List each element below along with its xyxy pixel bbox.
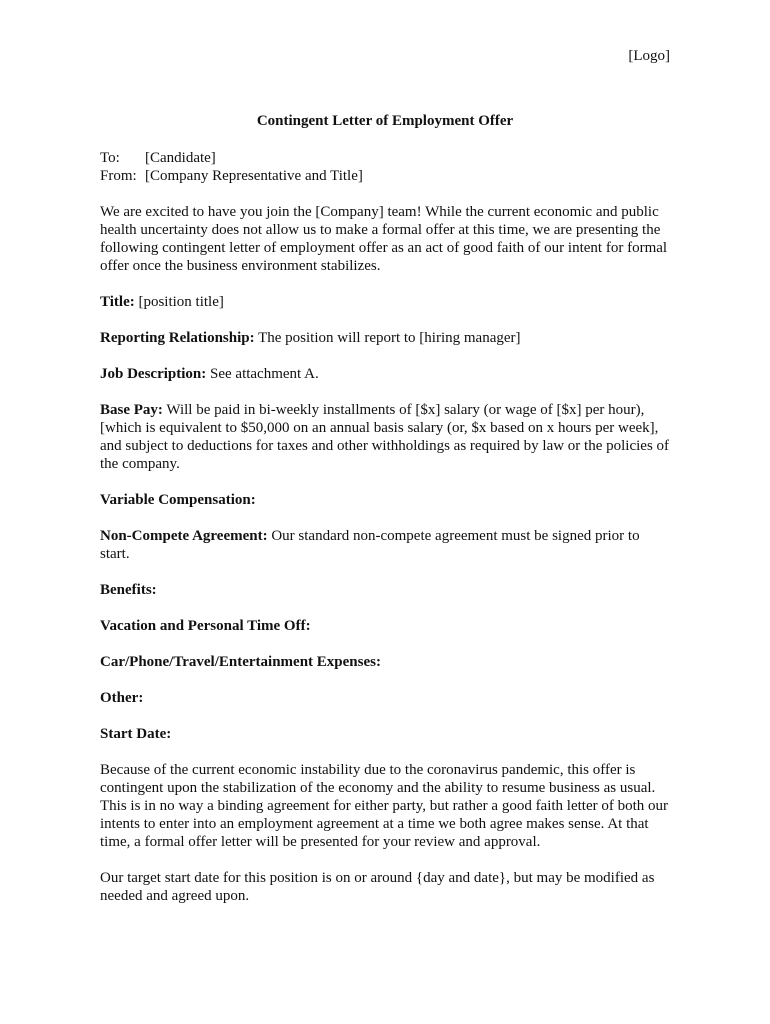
from-line — [100, 167, 672, 185]
field-value: Will be paid in bi-weekly installments of [$x] salary (or wage of [$x] per hour), [which is equivalent to $50,000 on an annual basis salary (or, $x based on x hours per week], and subject to deductions for taxes and other withholdings as required by law or the policies of the company. — [100, 402, 670, 472]
to-label: To: — [100, 150, 120, 166]
field-label: Benefits: — [100, 582, 157, 598]
field-label: Reporting Relationship: — [100, 330, 255, 346]
field-benefits — [100, 581, 672, 599]
field-label: Other: — [100, 690, 144, 706]
field-variable-compensation — [100, 491, 672, 509]
from-label: From: — [100, 168, 137, 184]
to-value: [Candidate] — [145, 150, 216, 166]
field-label: Non-Compete Agreement: — [100, 528, 268, 544]
field-label: Title: — [100, 294, 135, 310]
field-job-description — [100, 365, 672, 383]
field-value: Our standard non-compete agreement must be signed prior to start. — [100, 528, 640, 562]
field-reporting-relationship — [100, 329, 672, 347]
document-title: Contingent Letter of Employment Offer — [256, 113, 514, 129]
field-label: Job Description: — [100, 366, 207, 382]
field-label: Car/Phone/Travel/Entertainment Expenses: — [100, 654, 381, 670]
field-value: [position title] — [138, 294, 224, 310]
field-value: See attachment A. — [210, 366, 319, 382]
from-value: [Company Representative and Title] — [145, 168, 363, 184]
target-start-paragraph: Our target start date for this position is on or around {day and date}, but may be modified as needed and agreed upon. — [100, 870, 655, 904]
intro-paragraph: We are excited to have you join the [Company] team! While the current economic and public health uncertainty does not allow us to make a formal offer at this time, we are presenting the following contingent letter of employment offer as an act of good faith of our intent for formal offer once the business environment stabilizes. — [100, 204, 668, 274]
field-value: The position will report to [hiring manager] — [258, 330, 521, 346]
field-non-compete — [100, 527, 672, 563]
field-label: Vacation and Personal Time Off: — [100, 618, 311, 634]
field-label: Base Pay: — [100, 402, 163, 418]
field-title — [100, 293, 672, 311]
field-label: Start Date: — [100, 726, 172, 742]
to-line — [100, 149, 672, 167]
field-start-date — [100, 725, 672, 743]
letter-body — [100, 149, 672, 905]
field-label: Variable Compensation: — [100, 492, 256, 508]
field-expenses — [100, 653, 672, 671]
field-vacation — [100, 617, 672, 635]
contingency-paragraph: Because of the current economic instability due to the coronavirus pandemic, this offer is contingent upon the stabilization of the economy and the ability to resume business as usual. This is in no way a binding agreement for either party, but rather a good faith letter of both our intents to enter into an employment agreement at a time we both agree makes sense. At that time, a formal offer letter will be presented for your review and approval. — [100, 762, 669, 850]
field-other — [100, 689, 672, 707]
field-base-pay — [100, 401, 672, 473]
logo-placeholder: [Logo] — [628, 48, 670, 64]
